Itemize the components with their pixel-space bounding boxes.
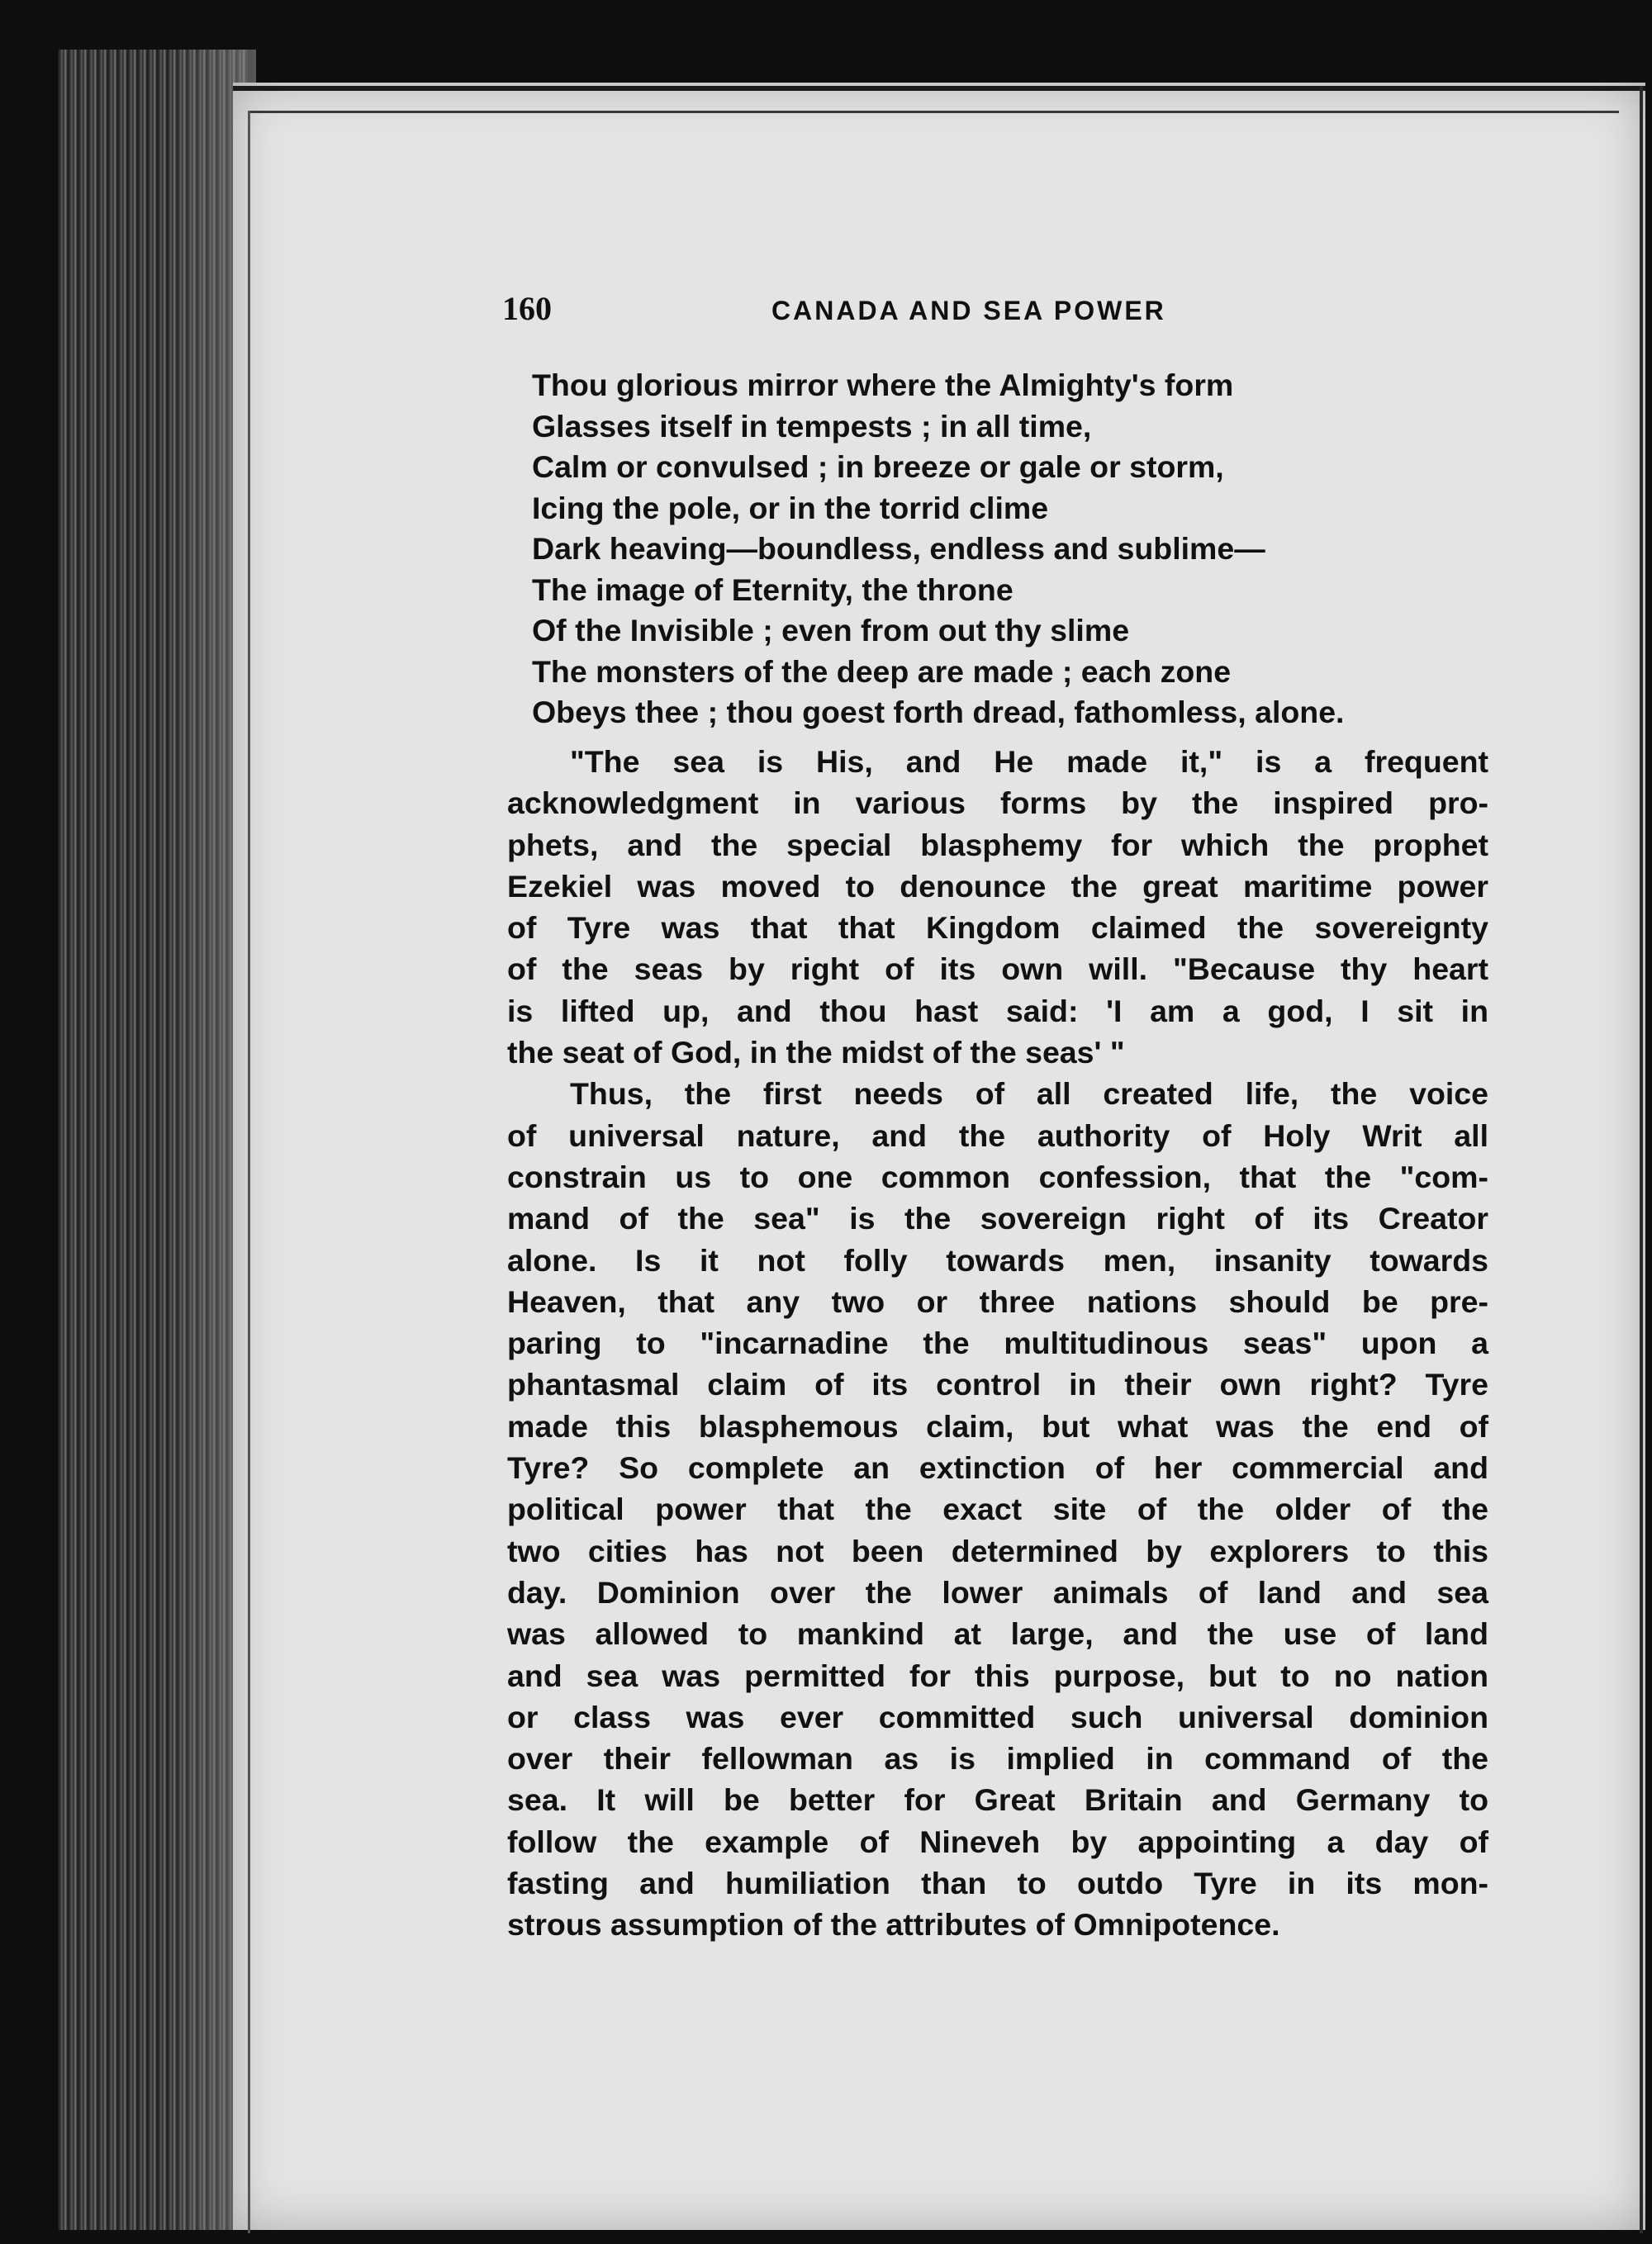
paragraph-2-line: Tyre? So complete an extinction of her commercial and [507, 1450, 1488, 1486]
paragraph-2-line: Thus, the first needs of all created life, the voice [570, 1076, 1488, 1112]
paragraph-2-line: sea. It will be better for Great Britain and Germany to [507, 1782, 1488, 1818]
paragraph-2-line: constrain us to one common confession, that the "com- [507, 1159, 1488, 1194]
paragraph-2-line: Heaven, that any two or three nations should be pre- [507, 1283, 1488, 1319]
paragraph-2-line: two cities has not been determined by explorers to this [507, 1533, 1488, 1568]
paragraph-2-line: of universal nature, and the authority of Holy Writ all [507, 1117, 1488, 1153]
running-head: CANADA AND SEA POWER [771, 296, 1166, 325]
paragraph-1-line: Ezekiel was moved to denounce the great maritime power [507, 868, 1488, 904]
paragraph-2-line: over their fellowman as is implied in command of the [507, 1741, 1488, 1777]
page-left-border [248, 111, 250, 2233]
paragraph-1-line: is lifted up, and thou hast said: 'I am a god, I sit in [507, 993, 1488, 1028]
paragraph-2-line: phantasmal claim of its control in their own right? Tyre [507, 1367, 1488, 1402]
poem-line: Of the Invisible ; even from out thy slime [532, 613, 1130, 648]
paragraph-2-line: mand of the sea" is the sovereign right of its Creator [507, 1201, 1488, 1236]
paragraph-2-line: paring to "incarnadine the multitudinous seas" upon a [507, 1326, 1488, 1361]
paragraph-2-line: made this blasphemous claim, but what was the end of [507, 1408, 1488, 1444]
poem-line: Dark heaving—boundless, endless and sublime— [532, 531, 1265, 566]
paragraph-2-line: day. Dominion over the lower animals of land and sea [507, 1574, 1488, 1610]
poem-line: The image of Eternity, the throne [532, 572, 1014, 607]
paragraph-1-line: acknowledgment in various forms by the inspired pro- [507, 785, 1488, 821]
page-inner-border [248, 111, 1619, 113]
paragraph-2-line: fasting and humiliation than to outdo Tyre in its mon- [507, 1866, 1488, 1901]
paragraph-2-line: alone. Is it not folly towards men, insanity towards [507, 1242, 1488, 1278]
page-number: 160 [502, 290, 552, 327]
paragraph-2-line: political power that the exact site of the older of the [507, 1492, 1488, 1527]
poem-line: Obeys thee ; thou goest forth dread, fathomless, alone. [532, 695, 1345, 729]
page-header [502, 289, 1493, 330]
paragraph-1-line: the seat of God, in the midst of the seas' " [507, 1035, 1125, 1070]
paragraph-1-line: "The sea is His, and He made it," is a frequent [570, 744, 1488, 779]
page-right-border [1640, 86, 1643, 2233]
paragraph-2-line: or class was ever committed such universal dominion [507, 1699, 1488, 1734]
poem-line: Glasses itself in tempests ; in all time, [532, 408, 1092, 444]
prose-block [507, 741, 1488, 1946]
paragraph-1-line: phets, and the special blasphemy for which the prophet [507, 827, 1488, 862]
poem-line: Calm or convulsed ; in breeze or gale or storm, [532, 449, 1224, 484]
page-top-border [233, 86, 1645, 91]
poem-line: The monsters of the deep are made ; each zone [532, 653, 1232, 689]
paragraph-2-line: and sea was permitted for this purpose, but to no nation [507, 1658, 1488, 1693]
poem-line: Thou glorious mirror where the Almighty's form [532, 368, 1234, 402]
paragraph-2-line: strous assumption of the attributes of Omnipotence. [507, 1907, 1280, 1943]
poem-block [532, 365, 1523, 733]
paragraph-2-line: follow the example of Nineveh by appointing a day of [507, 1824, 1488, 1859]
paragraph-1-line: of Tyre was that that Kingdom claimed the sovereignty [507, 910, 1488, 946]
paragraph-2-line: was allowed to mankind at large, and the use of land [507, 1616, 1488, 1652]
poem-line: Icing the pole, or in the torrid clime [532, 490, 1049, 525]
paragraph-1-line: of the seas by right of its own will. "Because thy heart [507, 951, 1488, 987]
